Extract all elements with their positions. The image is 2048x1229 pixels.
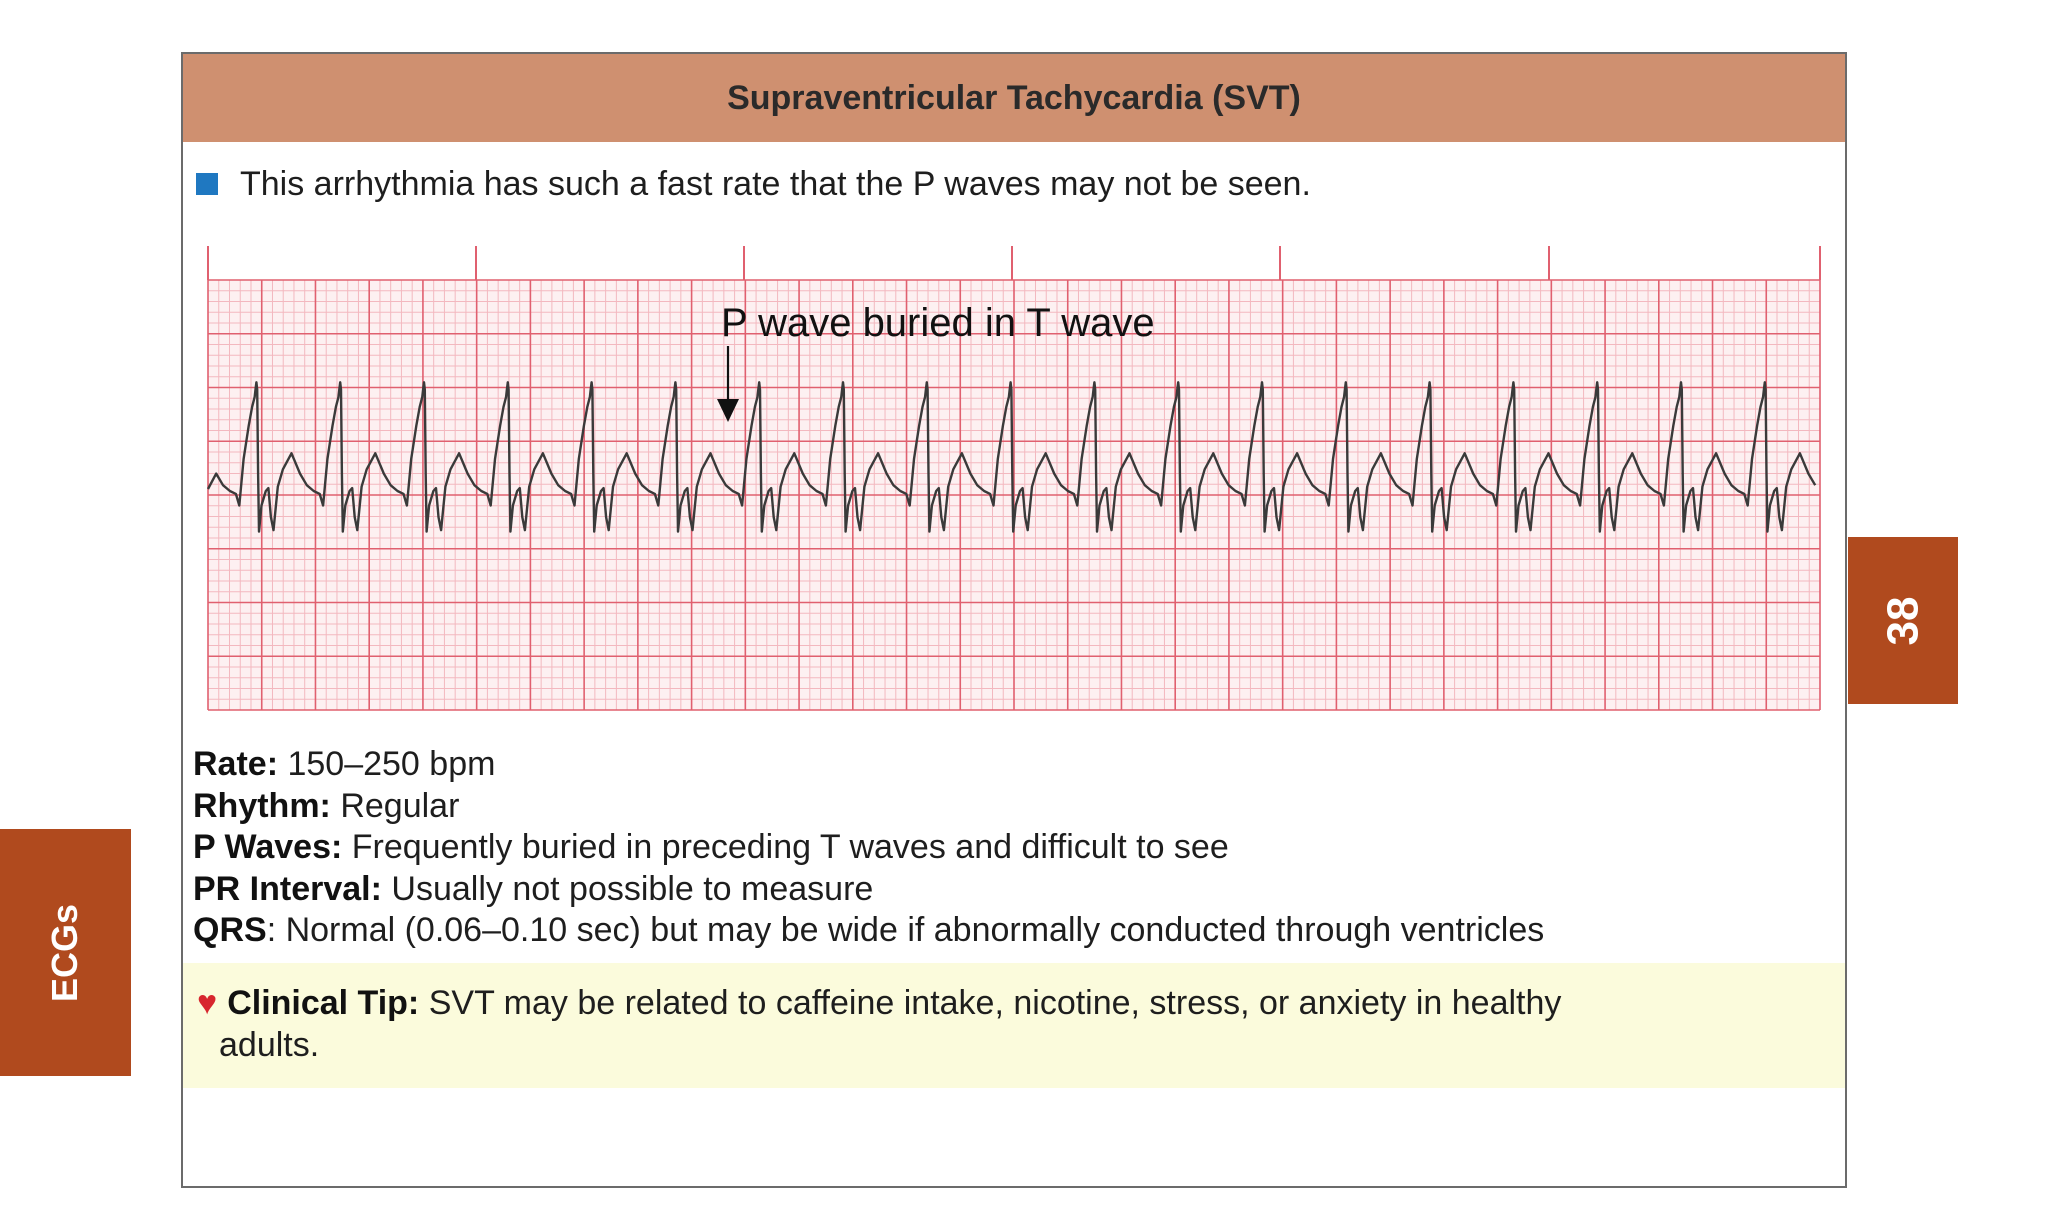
ecg-strip-svg (203, 244, 1829, 774)
detail-qrs: QRS: Normal (0.06–0.10 sec) but may be wide if abnormally conducted through ventricles (193, 911, 1545, 950)
square-bullet-icon (196, 173, 218, 195)
svt-card (181, 52, 1847, 1188)
detail-p-waves: P Waves: Frequently buried in preceding T waves and difficult to see (193, 828, 1229, 867)
tip-label: Clinical Tip: (227, 984, 420, 1022)
rhythm-details (193, 744, 1825, 952)
page-number-tab: 38 (1848, 537, 1958, 704)
clinical-tip (183, 963, 1845, 1088)
intro-text: This arrhythmia has such a fast rate that the P waves may not be seen. (240, 164, 1311, 203)
detail-rhythm: Rhythm: Regular (193, 786, 460, 825)
p-wave-annotation: P wave buried in T wave (721, 301, 1155, 345)
ecg-time-ticks (208, 246, 1820, 280)
card-title: Supraventricular Tachycardia (SVT) (183, 54, 1845, 142)
tip-text-line1: SVT may be related to caffeine intake, nicotine, stress, or anxiety in healthy (419, 984, 1562, 1022)
ecg-strip (203, 244, 1829, 779)
detail-pr-interval: PR Interval: Usually not possible to measure (193, 869, 874, 908)
tip-text-line2: adults. (219, 1026, 320, 1064)
heart-icon: ♥ (197, 984, 218, 1022)
detail-rate: Rate: 150–250 bpm (193, 745, 496, 783)
intro-line (196, 162, 1825, 206)
section-tab-ecgs: ECGs (0, 829, 131, 1076)
